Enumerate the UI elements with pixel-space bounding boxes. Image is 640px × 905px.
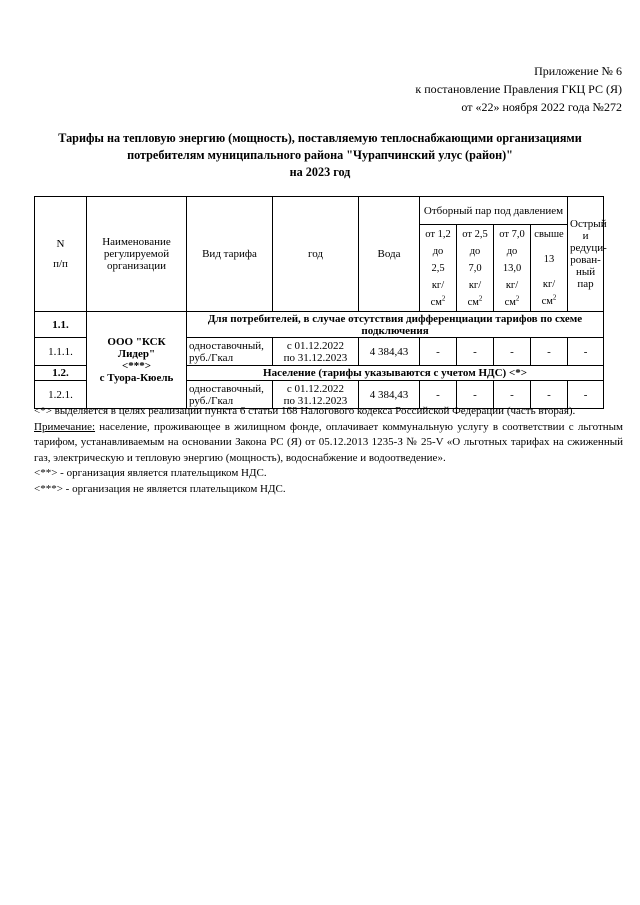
- row-2-col-1: -: [420, 381, 457, 409]
- note-2-label: Примечание:: [34, 420, 96, 433]
- row-1-type-b: руб./Гкал: [189, 351, 234, 364]
- row-1-period: [273, 338, 359, 366]
- org-line-4: с Туора-Кюель: [99, 372, 174, 384]
- table-header-row: [35, 197, 604, 225]
- note-1: <*> выделяется в целях реализации пункта 6 статьи 168 Налогового кодекса Российской Федерации (часть вторая).: [34, 405, 576, 417]
- notes: [34, 404, 623, 497]
- header-number-n: N: [56, 238, 65, 250]
- row-1-tariff-type: [187, 338, 273, 366]
- steam-col-4-b: 13: [543, 254, 555, 265]
- row-2-type-b: руб./Гкал: [189, 394, 234, 407]
- steam-col-3-d: кг/: [505, 280, 519, 291]
- steam-col-1-a: от 1,2: [425, 229, 451, 240]
- header-tariff-type: [187, 197, 273, 312]
- header-steam-col-1: [420, 225, 457, 312]
- tariff-table: [34, 196, 607, 409]
- row-1-type-a: одноставочный,: [189, 339, 264, 352]
- appendix-line-1: Приложение № 6: [534, 64, 622, 78]
- row-1-col-3: -: [494, 338, 531, 366]
- steam-col-3-b: до: [506, 246, 518, 257]
- row-2-col-5: -: [568, 381, 604, 409]
- steam-col-2-e: $см^2$: [467, 294, 483, 308]
- row-1-water: 4 384,43: [359, 338, 420, 366]
- title-line-1: Тарифы на тепловую энергию (мощность), поставляемую теплоснабжающими организациями: [58, 131, 582, 145]
- steam-col-3-c: 13,0: [502, 263, 522, 274]
- org-line-1: ООО "КСК: [107, 336, 166, 348]
- row-2-water: 4 384,43: [359, 381, 420, 409]
- section-1-number: 1.1.: [35, 312, 87, 338]
- steam-col-2-d: кг/: [468, 280, 482, 291]
- steam-col-2-c: 7,0: [468, 263, 482, 274]
- note-2: [34, 420, 623, 467]
- row-2-col-4: -: [531, 381, 568, 409]
- steam-col-4-e: $см^2$: [541, 293, 557, 307]
- title-line-2: потребителям муниципального района "Чурапчинский улус (район)": [127, 148, 513, 162]
- row-1-number: 1.1.1.: [35, 338, 87, 366]
- header-organization: Наименование регулируемой организации: [87, 197, 187, 312]
- header-steam: Отборный пар под давлением: [420, 197, 568, 225]
- steam-col-1-c: 2,5: [431, 263, 445, 274]
- header-water: Вода: [359, 197, 420, 312]
- row-1-col-1: -: [420, 338, 457, 366]
- note-3: <**> - организация является плательщиком НДС.: [34, 467, 267, 479]
- header-sharp-steam: Острый и редуци-рован-ный пар: [568, 197, 604, 312]
- header-tariff-type-label: Вид тарифа: [202, 248, 257, 260]
- section-1-title: Для потребителей, в случае отсутствия дифференциации тарифов по схеме подключения: [187, 312, 604, 338]
- steam-col-1-e: $см^2$: [430, 294, 446, 308]
- appendix-line-2: к постановление Правления ГКЦ РС (Я): [415, 82, 622, 96]
- steam-col-3-e: $см^2$: [504, 294, 520, 308]
- table-row: [35, 312, 604, 338]
- steam-col-2-a: от 2,5: [462, 229, 488, 240]
- section-2-title: Население (тарифы указываются с учетом НДС) <*>: [187, 366, 604, 381]
- row-2-type-a: одноставочный,: [189, 382, 264, 395]
- row-1-col-4: -: [531, 338, 568, 366]
- header-steam-col-3: [494, 225, 531, 312]
- organization-cell: [87, 312, 187, 409]
- row-2-period-a: с 01.12.2022: [286, 382, 345, 395]
- steam-col-4-d: кг/: [542, 279, 556, 290]
- note-2-text: население, проживающее в жилищном фонде, оплачивает коммунальную услугу в соответствии с льготным тарифом, устанавливаемым на основании Закона РС (Я) от 05.12.2013 1235-З № 25-V «О льготных тарифах на сжиженный газ, электрическую и тепловую энергию (мощность), водоснабжение и водоотведение».: [34, 420, 623, 464]
- org-line-3: <***>: [121, 360, 152, 372]
- note-4: <***> - организация не является плательщиком НДС.: [34, 482, 286, 495]
- row-1-period-b: по 31.12.2023: [283, 351, 348, 364]
- header-number-pp: п/п: [53, 258, 68, 270]
- steam-col-3-a: от 7,0: [499, 229, 525, 240]
- steam-col-1-d: кг/: [431, 280, 445, 291]
- row-1-col-2: -: [457, 338, 494, 366]
- row-1-col-5: -: [568, 338, 604, 366]
- steam-col-4-a: свыше: [534, 229, 564, 240]
- appendix-line-3: от «22» ноября 2022 года №272: [461, 100, 622, 114]
- appendix-header: [415, 62, 622, 116]
- row-1-period-a: с 01.12.2022: [286, 339, 345, 352]
- title-line-3: на 2023 год: [289, 165, 351, 179]
- row-2-number: 1.2.1.: [35, 381, 87, 409]
- row-2-period-b: по 31.12.2023: [283, 394, 348, 407]
- header-steam-col-2: [457, 225, 494, 312]
- org-line-2: Лидер": [117, 348, 156, 360]
- header-year: [273, 197, 359, 312]
- header-steam-col-4: [531, 225, 568, 312]
- document-title: [20, 130, 620, 181]
- steam-col-2-b: до: [469, 246, 481, 257]
- header-year-label: год: [307, 248, 324, 260]
- row-2-col-2: -: [457, 381, 494, 409]
- header-number: [35, 197, 87, 312]
- row-2-col-3: -: [494, 381, 531, 409]
- steam-col-1-b: до: [432, 246, 444, 257]
- section-2-number: 1.2.: [35, 366, 87, 381]
